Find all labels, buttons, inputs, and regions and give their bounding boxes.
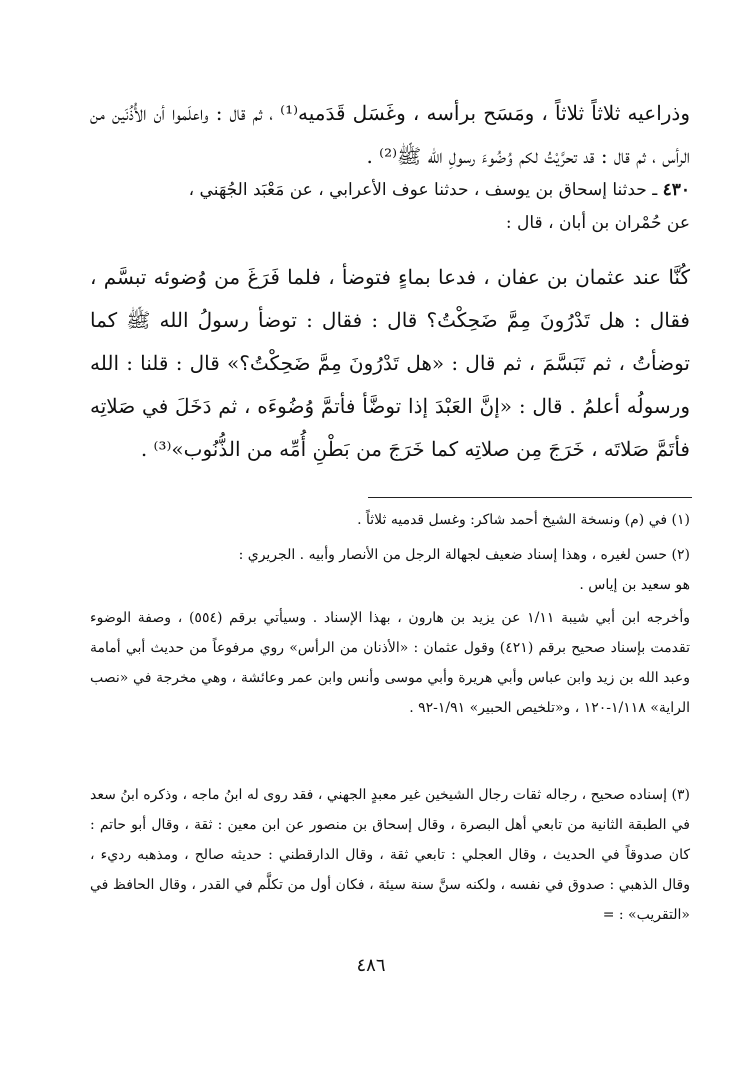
isnad-line-2: عن حُمْران بن أبان ، قال : [505, 213, 690, 233]
hadith-matn: كُنَّا عند عثمان بن عفان ، فدعا بماءٍ فتوضأ ، فلما فَرَغَ من وُضوئه تبسَّم ، فقال : هل تَدْرُونَ مِمَّ ضَحِكْتُ؟ قال : فقال : توضأ رسولُ الله ﷺ كما توضأتُ ، ثم تَبَسَّمَ ، ثم قال : «هل تَدْرُونَ مِمَّ ضَحِكْتُ؟» قال : قلنا : الله ورسولُه أعلمُ . قال : «إنَّ العَبْدَ إذا توضَّأ فأتمَّ وُضُوءَه ، ثم دَخَلَ في صَلاتِه فأتَمَّ صَلاتَه ، خَرَجَ مِن صلاتِه كما خَرَجَ من بَطْنِ أُمِّه من الذُّنُوب»⁽³⁾ . [90, 265, 690, 461]
footnote-3: (٣) إسناده صحيح ، رجاله ثقات رجال الشيخين غير معبدٍ الجهني ، فقد روى له ابنُ ماجه ، وذكره ابنُ سعد في الطبقة الثانية من تابعي أهل البصرة ، وقال إسحاق بن منصور عن ابن معين : ثقة ، وقال أبو حاتم : كان صدوقاً في الحديث ، وقال العجلي : تابعي ثقة ، وقال الدارقطني : حديثه صالح ، ومذهبه رديء ، وقال الذهبي : صدوق في نفسه ، ولكنه سنَّ سنة سيئة ، فكان أول من تكلَّم في القدر ، وقال الحافظ في «التقريب» : = [90, 787, 690, 923]
footnote-2-line-1: (٢) حسن لغيره ، وهذا إسناد ضعيف لجهالة الرجل من الأنصار وأبيه . الجريري : [238, 547, 690, 563]
hadith-isnad [90, 174, 690, 240]
footnote-2-paragraph: وأخرجه ابن أبي شيبة ١/١١ عن يزيد بن هارون ، بهذا الإسناد . وسيأتي برقم (٥٥٤) ، وصفة الوضوء تقدمت بإسناد صحيح برقم (٤٢١) وقول عثمان : «الأذنان من الرأس» روي مرفوعاً من حديث أبي أمامة وعبد الله بن زيد وابن عباس وأبي هريرة وأبي موسى وأنس وابن عمر وعائشة ، وهي مخرجة في «نصب الراية» ١/١١٨-١٢٠ ، و«تلخيص الحبير» ١/٩١-٩٢ . [90, 610, 690, 716]
isnad-text-1: ـ حدثنا إسحاق بن يوسف ، حدثنا عوف الأعرابي ، عن مَعْبَد الجُهَني ، [188, 180, 658, 200]
page-number: ٤٨٦ [356, 955, 386, 976]
footnote-2 [90, 540, 690, 600]
footnote-1: (١) في (م) ونسخة الشيخ أحمد شاكر: وغسل قدميه ثلاثاً . [357, 512, 690, 528]
continuation-text: وذراعيه ثلاثاً ثلاثاً ، ومَسَح برأسه ، وغَسَل قَدَميه⁽¹⁾ ، ثم قال : واعلَموا أن الأُذُنَين من الرأس ، ثم قال : قد تحرَّيْتُ لكم وُضُوءَ رسولِ الله ﷺ⁽²⁾ . [90, 101, 690, 168]
footnote-separator [368, 497, 692, 498]
footnote-2-line-2: هو سعيد بن إياس . [579, 577, 690, 593]
isnad-line-1 [90, 174, 690, 207]
hadith-number: ٤٣٠ [662, 180, 690, 200]
